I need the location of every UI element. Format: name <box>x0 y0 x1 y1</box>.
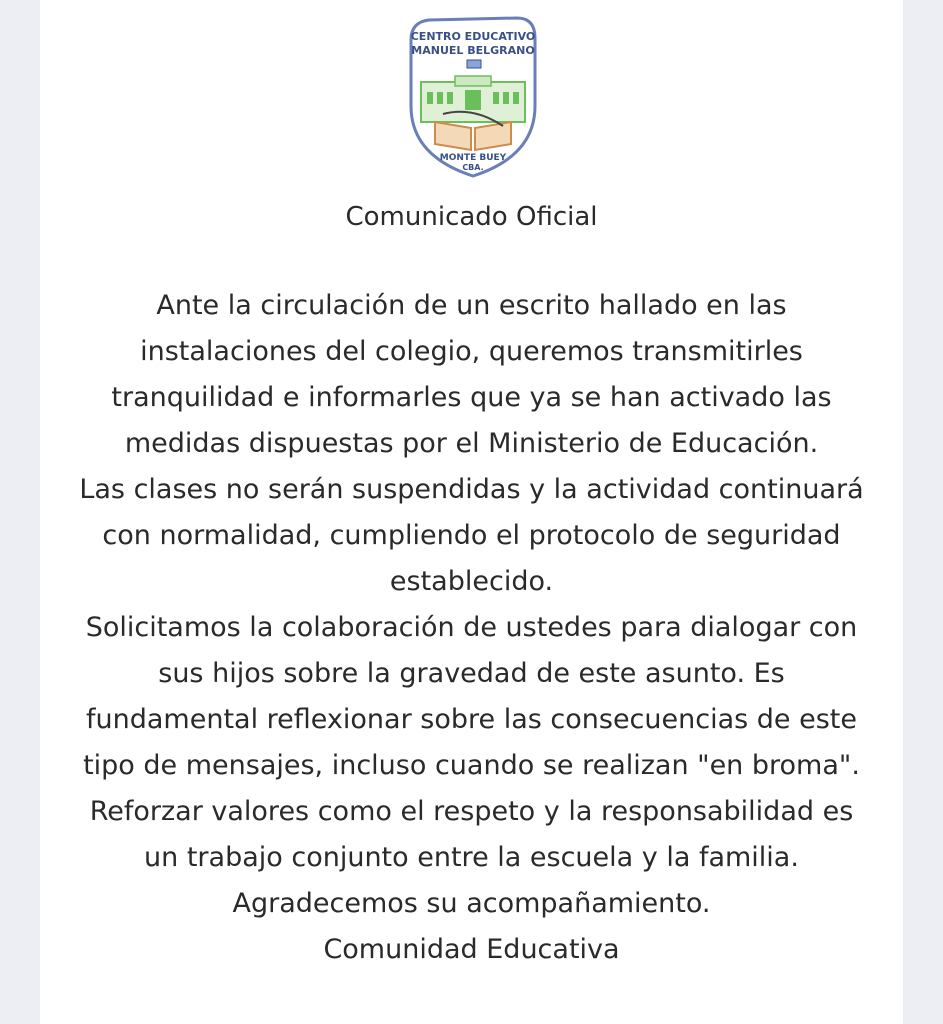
body-line: establecido. <box>389 566 554 597</box>
body-line: Las clases no serán suspendidas y la actividad continuará <box>79 474 864 505</box>
body-line: medidas dispuestas por el Ministerio de Educación. <box>124 428 819 459</box>
signature-line: Comunidad Educativa <box>323 934 620 965</box>
body-line: fundamental reflexionar sobre las consecuencias de este <box>86 704 857 735</box>
body-line: Solicitamos la colaboración de ustedes para dialogar con <box>85 612 858 643</box>
svg-text:MANUEL BELGRANO: MANUEL BELGRANO <box>411 44 535 57</box>
document-page <box>40 0 903 1024</box>
document-title: Comunicado Oficial <box>345 202 598 232</box>
body-line: sus hijos sobre la gravedad de este asunto. Es <box>158 658 785 689</box>
svg-text:CENTRO EDUCATIVO: CENTRO EDUCATIVO <box>410 30 536 43</box>
svg-text:CBA.: CBA. <box>462 163 484 172</box>
body-line: instalaciones del colegio, queremos transmitirles <box>140 336 803 367</box>
svg-text:MONTE BUEY: MONTE BUEY <box>439 153 507 163</box>
body-line: tipo de mensajes, incluso cuando se realizan "en broma". <box>83 750 860 781</box>
body-line: Agradecemos su acompañamiento. <box>232 888 711 919</box>
school-logo <box>403 10 543 182</box>
body-line: tranquilidad e informarles que ya se han activado las <box>111 382 832 413</box>
document-body <box>40 283 903 973</box>
body-line: un trabajo conjunto entre la escuela y la familia. <box>144 842 799 873</box>
body-line: Reforzar valores como el respeto y la responsabilidad es <box>89 796 854 827</box>
body-line: Ante la circulación de un escrito hallado en las <box>156 290 787 321</box>
body-line: con normalidad, cumpliendo el protocolo de seguridad <box>102 520 841 551</box>
